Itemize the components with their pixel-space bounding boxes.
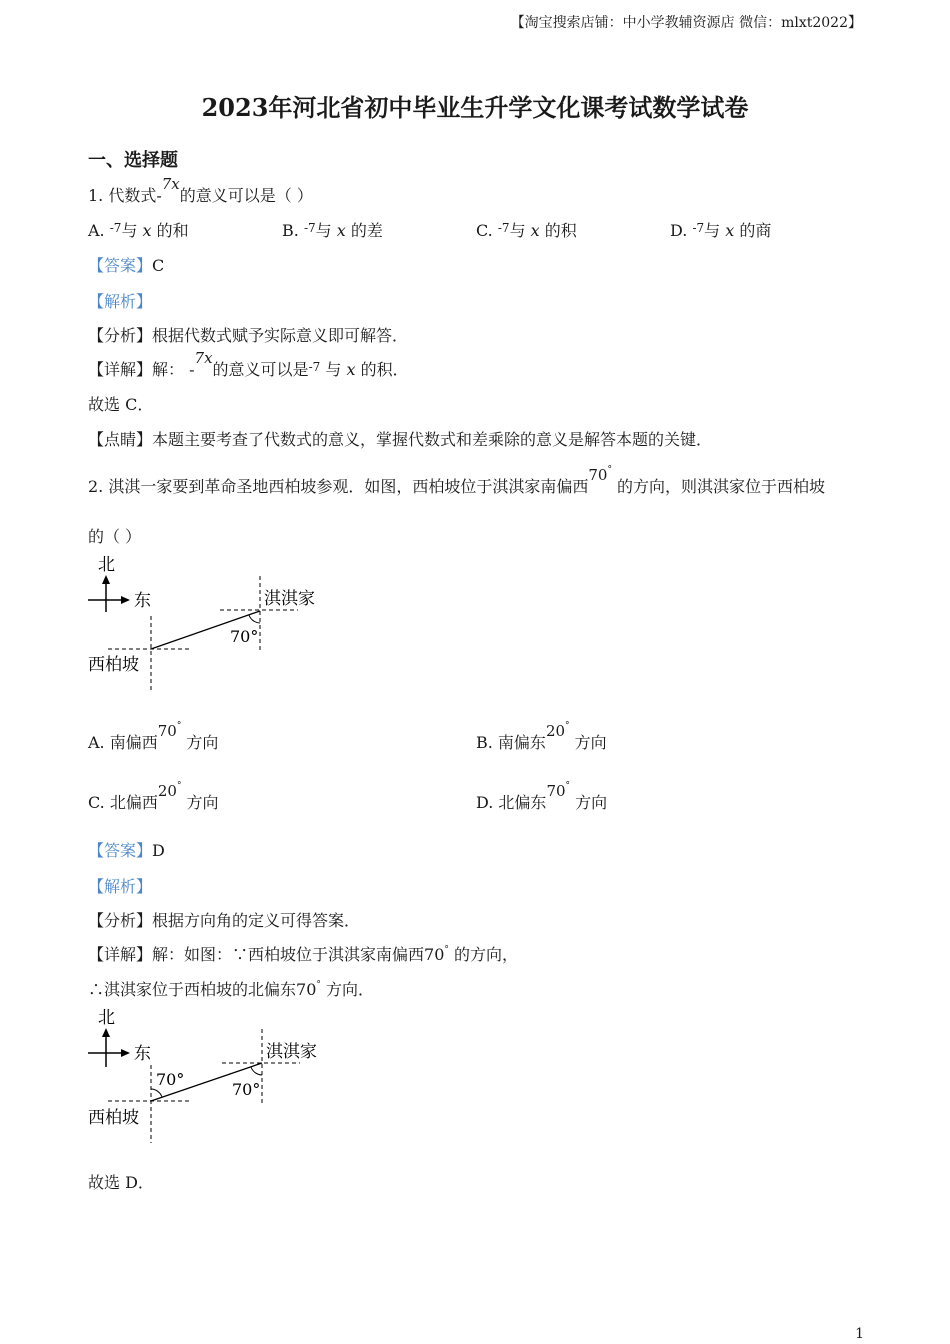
east-label: 东: [134, 591, 151, 611]
q2-answer: 【答案】D: [88, 841, 165, 860]
q2-option-a: A. 南偏西70° 方向: [88, 721, 219, 752]
angle-label: 70°: [230, 627, 259, 646]
q1-stem: 1. 代数式-7x的意义可以是（ ）: [88, 175, 313, 205]
home-label: 淇淇家: [264, 589, 315, 609]
q1-fenxi: 【分析】根据代数式赋予实际意义即可解答．: [88, 326, 409, 345]
angle-label-2: 70°: [232, 1080, 261, 1099]
angle-arc-1: [151, 1089, 162, 1097]
q1-analysis-tag: 【解析】: [88, 292, 153, 311]
q1-option-b: B. $^{-7}$与 x 的差: [282, 221, 383, 240]
q1-comment: 【点睛】本题主要考查了代数式的意义，掌握代数式和差乘除的意义是解答本题的关键．: [88, 430, 713, 449]
q2-option-b: B. 南偏东20° 方向: [476, 721, 607, 752]
q2-solution-figure: [80, 1003, 340, 1153]
q2-analysis-tag: 【解析】: [88, 877, 153, 896]
east-arrow-icon: [121, 596, 130, 604]
q2-option-d: D. 北偏东70° 方向: [476, 781, 608, 812]
angle-arc-2: [251, 1067, 262, 1075]
xibaipo-label-2: 西柏坡: [88, 1108, 139, 1128]
section-heading: 一、选择题: [88, 150, 178, 171]
q2-detail: 【详解】解：如图：∵西柏坡位于淇淇家南偏西70° 的方向，: [88, 945, 518, 964]
q2-option-c: C. 北偏西20° 方向: [88, 781, 219, 812]
q1-expr-7x: 7x: [161, 175, 180, 193]
north-arrow-icon: [102, 575, 110, 584]
q1-option-d: D. $^{-7}$与 x 的商: [670, 221, 772, 240]
q2-stem-line2: 的（ ）: [88, 527, 142, 546]
q2-stem-line1: 2. 淇淇一家要到革命圣地西柏坡参观．如图，西柏坡位于淇淇家南偏西70° 的方向，则淇淇家位于西柏坡: [88, 465, 826, 496]
q2-figure: [80, 550, 340, 700]
north-label-2: 北: [98, 1008, 115, 1028]
q2-therefore: ∴淇淇家位于西柏坡的北偏东70° 方向．: [88, 980, 374, 999]
angle-arc: [249, 615, 260, 623]
q1-option-c: C. $^{-7}$与 x 的积: [476, 221, 577, 240]
east-arrow-icon-2: [121, 1049, 130, 1057]
page-number: 1: [855, 1326, 864, 1342]
q1-answer: 【答案】C: [88, 256, 165, 275]
xibaipo-label: 西柏坡: [88, 655, 139, 675]
q2-fenxi: 【分析】根据方向角的定义可得答案．: [88, 911, 361, 930]
angle-label-1: 70°: [156, 1070, 185, 1089]
page-title: 2023年河北省初中毕业生升学文化课考试数学试卷: [201, 93, 749, 122]
q1-detail: 【详解】解： -7x的意义可以是$^{-7}$ 与 x 的积．: [88, 349, 409, 379]
east-label-2: 东: [134, 1044, 151, 1064]
header-note: 【淘宝搜索店铺：中小学教辅资源店 微信：mlxt2022】: [510, 15, 862, 31]
q1-option-a: A. $^{-7}$与 x 的和: [88, 221, 189, 240]
home-label-2: 淇淇家: [266, 1042, 317, 1062]
north-arrow-icon-2: [102, 1028, 110, 1037]
q2-conclusion: 故选 D．: [88, 1173, 154, 1192]
q1-expr-minus: -: [156, 186, 162, 205]
north-label: 北: [98, 555, 115, 575]
q1-conclusion: 故选 C．: [88, 395, 154, 414]
